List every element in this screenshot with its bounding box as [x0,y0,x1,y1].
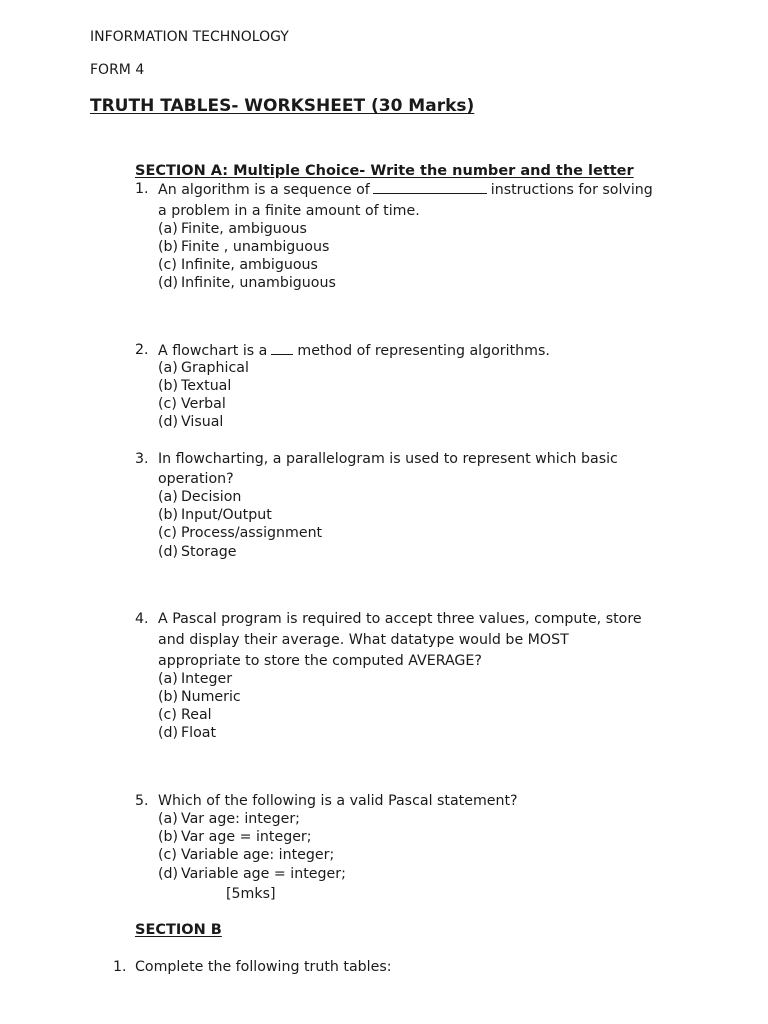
question-1-text-line1 [158,181,653,198]
question-4-option-a-text: Integer [181,671,233,687]
question-5-option-d-key: (d) [158,866,179,882]
question-5-option-d-text: Variable age = integer; [181,866,346,882]
question-2-option-b-key: (b) [158,378,179,394]
question-3-option-d-text: Storage [181,544,237,560]
question-2-option-a-text: Graphical [181,360,249,376]
question-4-option-a-key: (a) [158,671,178,687]
answer-blank-line [271,342,293,355]
question-5-option-c-text: Variable age: integer; [181,847,335,863]
section-b-item-text: Complete the following truth tables: [135,959,392,975]
question-1-text-before-blank: An algorithm is a sequence of [158,182,370,198]
question-1-text-line2: a problem in a finite amount of time. [158,203,420,219]
question-5-number: 5. [135,793,149,809]
question-1-option-c-text: Infinite, ambiguous [181,257,318,273]
question-5-option-b-text: Var age = integer; [181,829,312,845]
question-4-number: 4. [135,611,149,627]
section-b-heading: SECTION B [135,922,222,938]
question-4-text-line2: and display their average. What datatype would be MOST [158,632,569,648]
question-5-option-b-key: (b) [158,829,179,845]
question-4-option-b-text: Numeric [181,689,241,705]
question-3-option-b-text: Input/Output [181,507,272,523]
question-2-text-line1 [158,342,550,359]
question-4-text-line1: A Pascal program is required to accept three values, compute, store [158,611,642,627]
question-4-option-c-key: (c) [158,707,177,723]
question-3-option-d-key: (d) [158,544,179,560]
question-2-option-a-key: (a) [158,360,178,376]
question-2-option-c-key: (c) [158,396,177,412]
question-1-option-b-text: Finite , unambiguous [181,239,330,255]
form-line: FORM 4 [90,62,145,78]
section-a-heading: SECTION A: Multiple Choice- Write the number and the letter [135,163,634,179]
question-2-number: 2. [135,342,149,358]
subject-line: INFORMATION TECHNOLOGY [90,29,289,45]
question-2-option-b-text: Textual [181,378,232,394]
question-3-text-line1: In flowcharting, a parallelogram is used to represent which basic [158,451,618,467]
question-3-option-c-key: (c) [158,525,177,541]
question-1-option-a-text: Finite, ambiguous [181,221,307,237]
question-1-option-b-key: (b) [158,239,179,255]
question-4-option-d-key: (d) [158,725,179,741]
question-1-option-d-text: Infinite, unambiguous [181,275,336,291]
question-2-option-d-key: (d) [158,414,179,430]
question-5-option-a-text: Var age: integer; [181,811,300,827]
question-2-option-d-text: Visual [181,414,224,430]
question-2-option-c-text: Verbal [181,396,226,412]
question-3-option-a-key: (a) [158,489,178,505]
question-4-option-d-text: Float [181,725,217,741]
question-5-text-line1: Which of the following is a valid Pascal statement? [158,793,518,809]
question-3-text-line2: operation? [158,471,234,487]
question-1-option-c-key: (c) [158,257,177,273]
question-1-option-a-key: (a) [158,221,178,237]
question-5-option-c-key: (c) [158,847,177,863]
question-4-option-b-key: (b) [158,689,179,705]
question-3-number: 3. [135,451,149,467]
section-b-item-number: 1. [113,959,127,975]
question-2-text-after-blank: method of representing algorithms. [297,343,550,359]
question-3-option-b-key: (b) [158,507,179,523]
question-5-option-a-key: (a) [158,811,178,827]
question-1-number: 1. [135,181,149,197]
question-3-option-c-text: Process/assignment [181,525,323,541]
question-2-text-before-blank: A flowchart is a [158,343,268,359]
question-1-text-after-blank: instructions for solving [490,182,653,198]
question-4-text-line3: appropriate to store the computed AVERAGE? [158,653,482,669]
section-a-marks: [5mks] [226,886,276,902]
question-3-option-a-text: Decision [181,489,242,505]
question-4-option-c-text: Real [181,707,212,723]
worksheet-title: TRUTH TABLES- WORKSHEET (30 Marks) [90,96,475,116]
answer-blank-line [373,181,487,194]
question-1-option-d-key: (d) [158,275,179,291]
